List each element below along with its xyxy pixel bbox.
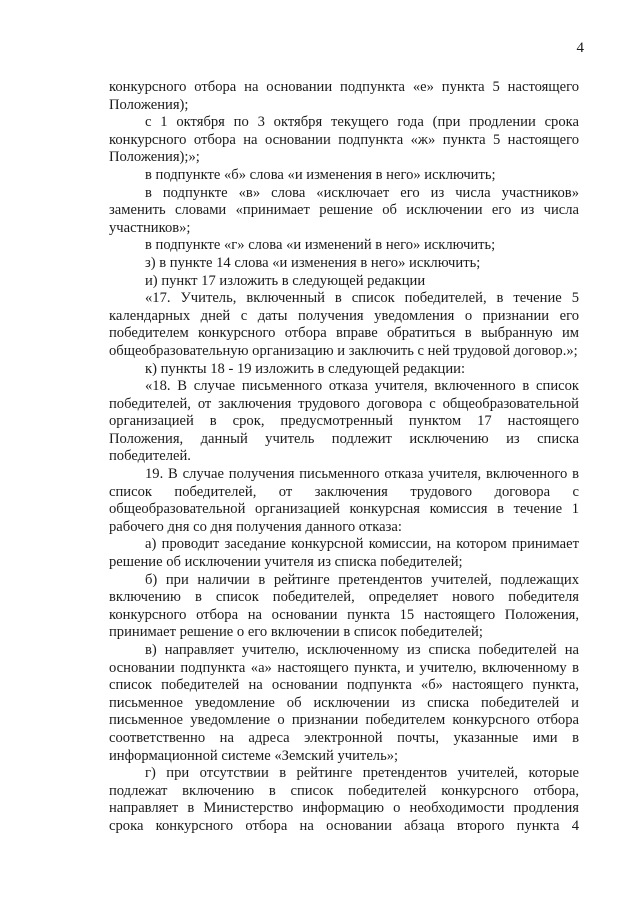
paragraph: в подпункте «б» слова «и изменения в него» исключить; [145, 166, 496, 183]
paragraph: в подпункте «в» слова «исключает его из числа участников» заменить словами «принимает решение об исключении его из числа участников»; [109, 184, 579, 236]
paragraph: с 1 октября по 3 октября текущего года (при продлении срока конкурсного отбора на основании подпункта «ж» пункта 5 настоящего Положения);»; [109, 114, 579, 166]
paragraph: «18. В случае письменного отказа учителя, включенного в список победителей, от заключения трудового договора с общеобразовательной организацией в срок, предусмотренный пунктом 17 настоящего Положения, данный учитель подлежит исключению из списка победителей. [109, 378, 579, 465]
page-number: 4 [576, 40, 584, 56]
paragraph: «17. Учитель, включенный в список победителей, в течение 5 календарных дней с даты получения уведомления о признании его победителем конкурсного отбора вправе обратиться в выбранную им общеобразовательную организацию и заключить с ней трудовой договор.»; [109, 290, 579, 359]
paragraph: а) проводит заседание конкурсной комиссии, на котором принимает решение об исключении учителя из списка победителей; [109, 536, 579, 571]
paragraph: конкурсного отбора на основании подпункта «е» пункта 5 настоящего Положения); [109, 79, 579, 113]
paragraph: к) пункты 18 - 19 изложить в следующей редакции: [145, 360, 466, 377]
paragraph: г) при отсутствии в рейтинге претендентов учителей, которые подлежат включению в список победителей конкурсного отбора, направляет в Министерство информацию о необходимости продления срока конкурсного отбора на основании абзаца второго пункта 4 [109, 765, 579, 834]
document-body [109, 79, 579, 836]
paragraph: и) пункт 17 изложить в следующей редакции [145, 272, 426, 289]
paragraph: в) направляет учителю, исключенному из списка победителей на основании подпункта «а» настоящего пункта, и учителю, включенному в список победителей на основании подпункта «б» настоящего пункта, письменное уведомление об исключении из списка победителей и письменное уведомление о признании победителем конкурсного отбора соответственно на адреса электронной почты, указанные ими в информационной системе «Земский учитель»; [109, 642, 579, 764]
paragraph: в подпункте «г» слова «и изменений в него» исключить; [145, 237, 496, 254]
paragraph: 19. В случае получения письменного отказа учителя, включенного в список победителей, от заключения трудового договора с общеобразовательной организацией конкурсная комиссия в течение 1 рабочего дня со дня получения данного отказа: [109, 466, 579, 535]
paragraph: б) при наличии в рейтинге претендентов учителей, подлежащих включению в список победителей, определяет нового победителя конкурсного отбора на основании пункта 15 настоящего Положения, принимает решение о его включении в список победителей; [109, 571, 579, 641]
paragraph: з) в пункте 14 слова «и изменения в него» исключить; [145, 254, 481, 271]
